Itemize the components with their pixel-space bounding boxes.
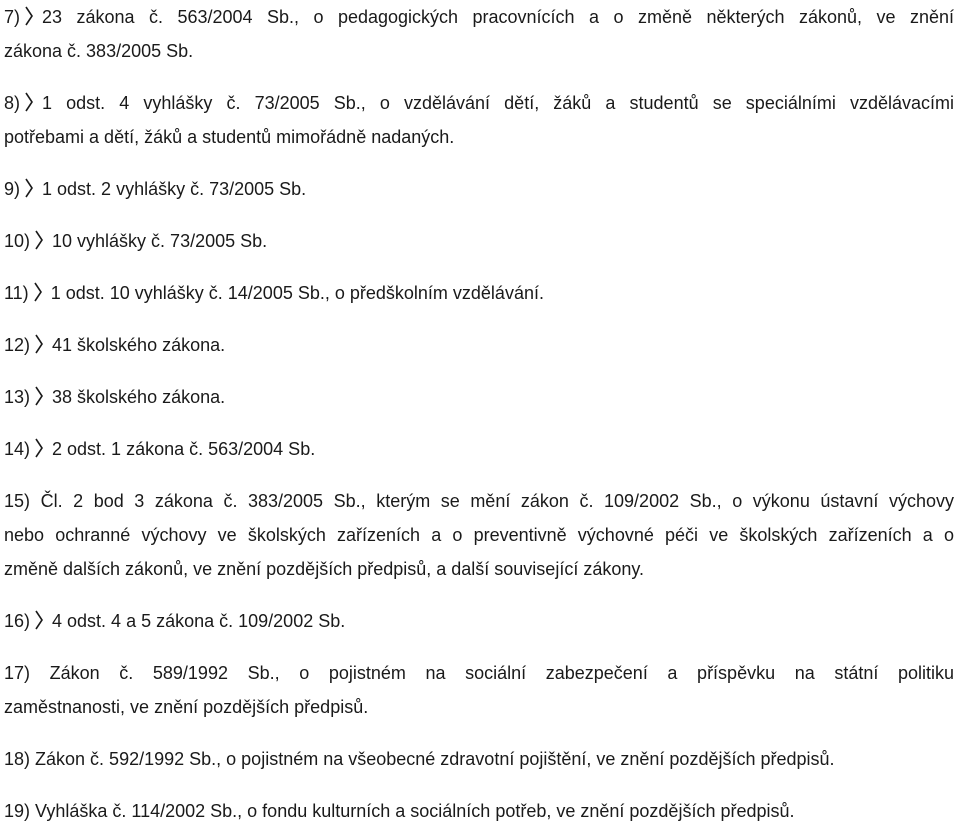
- footnote-number: 7): [4, 7, 21, 27]
- footnote-text: potřebami a dětí, žáků a studentů mimořádně nadaných.: [4, 127, 455, 147]
- section-sign-icon: [34, 229, 44, 251]
- footnote-text: Čl. 2 bod 3 zákona č. 383/2005 Sb., kterým se mění zákon č. 109/2002 Sb., o výkonu ústavní výchovy: [40, 491, 954, 511]
- footnote-number: 15): [4, 491, 31, 511]
- section-sign-icon: [24, 91, 34, 113]
- section-sign-icon: [34, 609, 44, 631]
- footnote-13: [4, 380, 954, 414]
- footnote-7: [4, 0, 954, 68]
- footnote-14: [4, 432, 954, 466]
- footnote-12: [4, 328, 954, 362]
- footnote-text: 41 školského zákona.: [52, 335, 226, 355]
- footnote-text: Zákon č. 589/1992 Sb., o pojistném na sociální zabezpečení a příspěvku na státní politiku: [49, 663, 954, 683]
- footnote-9: [4, 172, 954, 206]
- footnote-text: 2 odst. 1 zákona č. 563/2004 Sb.: [52, 439, 316, 459]
- footnotes-page: [4, 0, 954, 828]
- footnote-number: 14): [4, 439, 31, 459]
- footnote-15: [4, 484, 954, 586]
- footnote-number: 8): [4, 93, 21, 113]
- footnote-16: [4, 604, 954, 638]
- footnote-number: 11): [4, 283, 29, 303]
- footnote-text: 1 odst. 2 vyhlášky č. 73/2005 Sb.: [42, 179, 307, 199]
- footnote-text: zaměstnanosti, ve znění pozdějších předpisů.: [4, 697, 369, 717]
- footnote-number: 16): [4, 611, 31, 631]
- footnote-text: nebo ochranné výchovy ve školských zařízeních a o preventivně výchovné péči ve školských zařízeních a o: [4, 525, 954, 545]
- footnote-text: 38 školského zákona.: [52, 387, 226, 407]
- footnote-text: změně dalších zákonů, ve znění pozdějších předpisů, a další související zákony.: [4, 559, 645, 579]
- footnote-8: [4, 86, 954, 154]
- footnote-17: [4, 656, 954, 724]
- footnote-11: [4, 276, 954, 310]
- footnote-number: 10): [4, 231, 31, 251]
- footnote-number: 13): [4, 387, 31, 407]
- footnote-number: 18): [4, 749, 31, 769]
- footnote-text: 10 vyhlášky č. 73/2005 Sb.: [52, 231, 268, 251]
- section-sign-icon: [33, 281, 43, 303]
- footnote-text: 4 odst. 4 a 5 zákona č. 109/2002 Sb.: [52, 611, 346, 631]
- footnote-text: Zákon č. 592/1992 Sb., o pojistném na všeobecné zdravotní pojištění, ve znění pozdějších předpisů.: [35, 749, 835, 769]
- section-sign-icon: [24, 5, 34, 27]
- footnote-text: 23 zákona č. 563/2004 Sb., o pedagogických pracovnících a o změně některých zákonů, ve znění: [42, 7, 954, 27]
- footnote-10: [4, 224, 954, 258]
- footnote-18: [4, 742, 954, 776]
- footnote-19: [4, 794, 954, 828]
- footnote-number: 17): [4, 663, 31, 683]
- footnote-number: 9): [4, 179, 21, 199]
- footnote-number: 19): [4, 801, 31, 821]
- footnote-number: 12): [4, 335, 31, 355]
- section-sign-icon: [34, 385, 44, 407]
- section-sign-icon: [34, 333, 44, 355]
- section-sign-icon: [24, 177, 34, 199]
- footnote-text: 1 odst. 4 vyhlášky č. 73/2005 Sb., o vzdělávání dětí, žáků a studentů se speciálními vzdělávacími: [42, 93, 954, 113]
- footnote-text: Vyhláška č. 114/2002 Sb., o fondu kulturních a sociálních potřeb, ve znění pozdějších předpisů.: [35, 801, 795, 821]
- section-sign-icon: [34, 437, 44, 459]
- footnote-text: 1 odst. 10 vyhlášky č. 14/2005 Sb., o předškolním vzdělávání.: [50, 283, 544, 303]
- footnote-text: zákona č. 383/2005 Sb.: [4, 41, 194, 61]
